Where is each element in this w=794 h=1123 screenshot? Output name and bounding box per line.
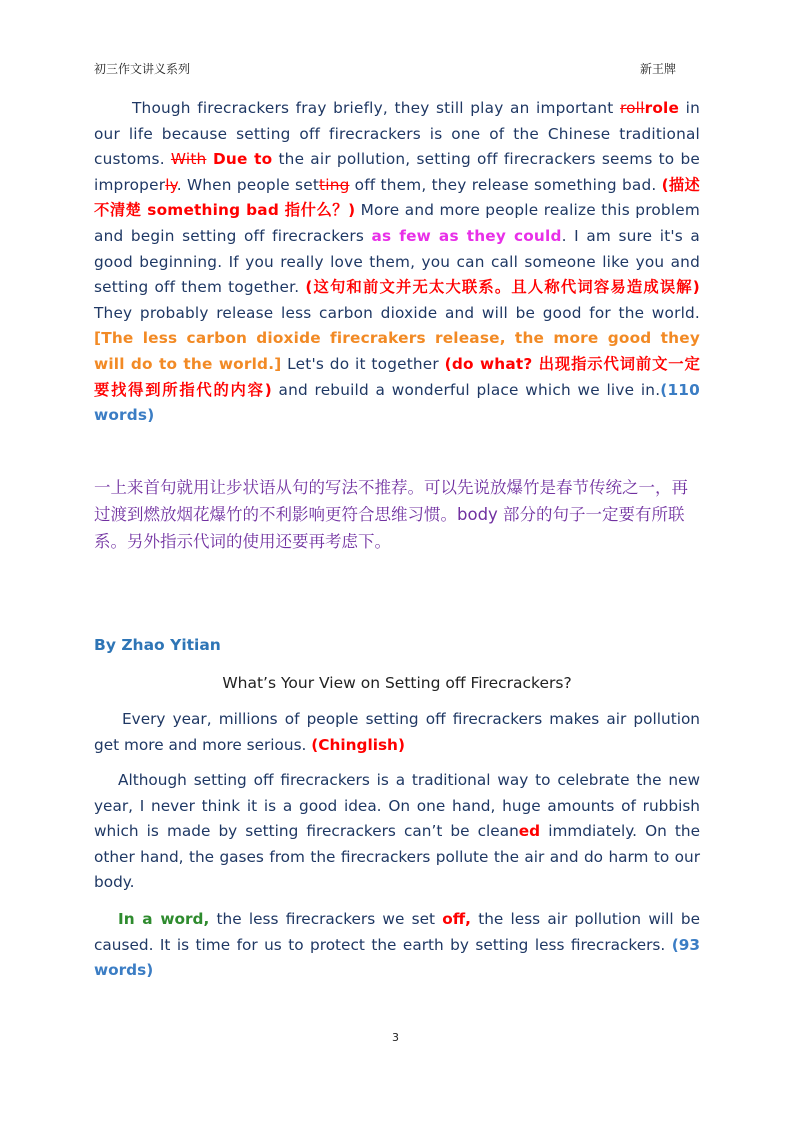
essay2-paragraph-3: [94, 907, 700, 984]
essay2-paragraph-1: [94, 707, 700, 758]
teacher-comment: 一上来首句就用让步状语从句的写法不推荐。可以先说放爆竹是春节传统之一，再过渡到燃放烟花爆竹的不利影响更符合思维习惯。body 部分的句子一定要有所联系。另外指示代词的使用还要再考虑下。: [94, 478, 688, 551]
correction-strike: ly: [165, 175, 177, 194]
essay2-text: the less air pollution will be caused. It is time for us to protect the earth by setting less firecrackers.: [94, 910, 700, 954]
essay1-paragraph: [94, 96, 700, 429]
essay1-text: in our life because setting off firecrackers is one of the Chinese traditional customs.: [94, 99, 700, 169]
correction-strike: ting: [319, 175, 350, 194]
teacher-note: (描述不清楚 something bad 指什么？): [94, 175, 700, 220]
correction-fix: Due to: [206, 150, 273, 169]
essay1-text: r: [158, 175, 166, 194]
essay1-text: and rebuild a wonderful place which we live in.: [271, 380, 661, 399]
correction-fix: role: [644, 99, 680, 117]
essay2-paragraph-2: [94, 768, 700, 896]
essay1-text: . When people set: [176, 175, 320, 194]
header-right: 新王牌: [640, 62, 677, 76]
essay2-text: Although setting off firecrackers is a traditional way to celebrate the new year, I never think it is a good idea. On one hand, huge amounts of rubbish which is made by setting firecrackers can’t be clean: [94, 771, 700, 841]
correction-highlight: In a word,: [118, 910, 210, 928]
suggested-sentence: [The less carbon dioxide firecrakers release, the more good they will do to the world.]: [94, 329, 700, 373]
word-count: (110 words): [94, 380, 700, 425]
essay2-text: immdiately. On the other hand, the gases from the firecrackers pollute the air and do harm to our body.: [94, 822, 701, 892]
essay1-text: Though firecrackers fray briefly, they still play an important: [132, 99, 620, 117]
essay1-text: They probably release less carbon dioxide and will be good for the world.: [94, 303, 700, 322]
page-number: 3: [392, 1031, 399, 1044]
essay1-text: More and more people realize this problem and begin setting off firecrackers: [94, 201, 700, 245]
essay2-text: the less firecrackers we set: [209, 910, 443, 928]
correction-strike: roll: [619, 99, 645, 117]
header-left: 初三作文讲义系列: [94, 62, 191, 76]
essay1-text: the air pollution, setting off firecrackers seems to be imprope: [94, 150, 700, 194]
essay-title: What’s Your View on Setting off Firecrackers?: [222, 674, 572, 692]
essay1-text: Let's do it together: [281, 354, 445, 373]
author-byline: By Zhao Yitian: [94, 636, 221, 654]
essay2-text: Every year, millions of people setting off firecrackers makes air pollution get more and more serious.: [94, 710, 700, 754]
word-count: (93 words): [94, 935, 700, 980]
essay1-text: off them, they release something bad.: [349, 175, 662, 194]
essay1-text: . I am sure it's a good beginning. If you really love them, you can call someone like you and setting off them together.: [94, 226, 701, 297]
teacher-note: (Chinglish): [311, 735, 405, 754]
teacher-note: (do what? 出现指示代词前文一定要找得到所指代的内容): [94, 354, 700, 399]
teacher-note: (这句和前文并无太大联系。且人称代词容易造成误解): [305, 278, 700, 297]
correction-fix: off,: [442, 910, 471, 928]
correction-fix: ed: [518, 822, 541, 841]
correction-highlight: as few as they could: [371, 226, 562, 245]
correction-strike: With: [170, 150, 207, 169]
